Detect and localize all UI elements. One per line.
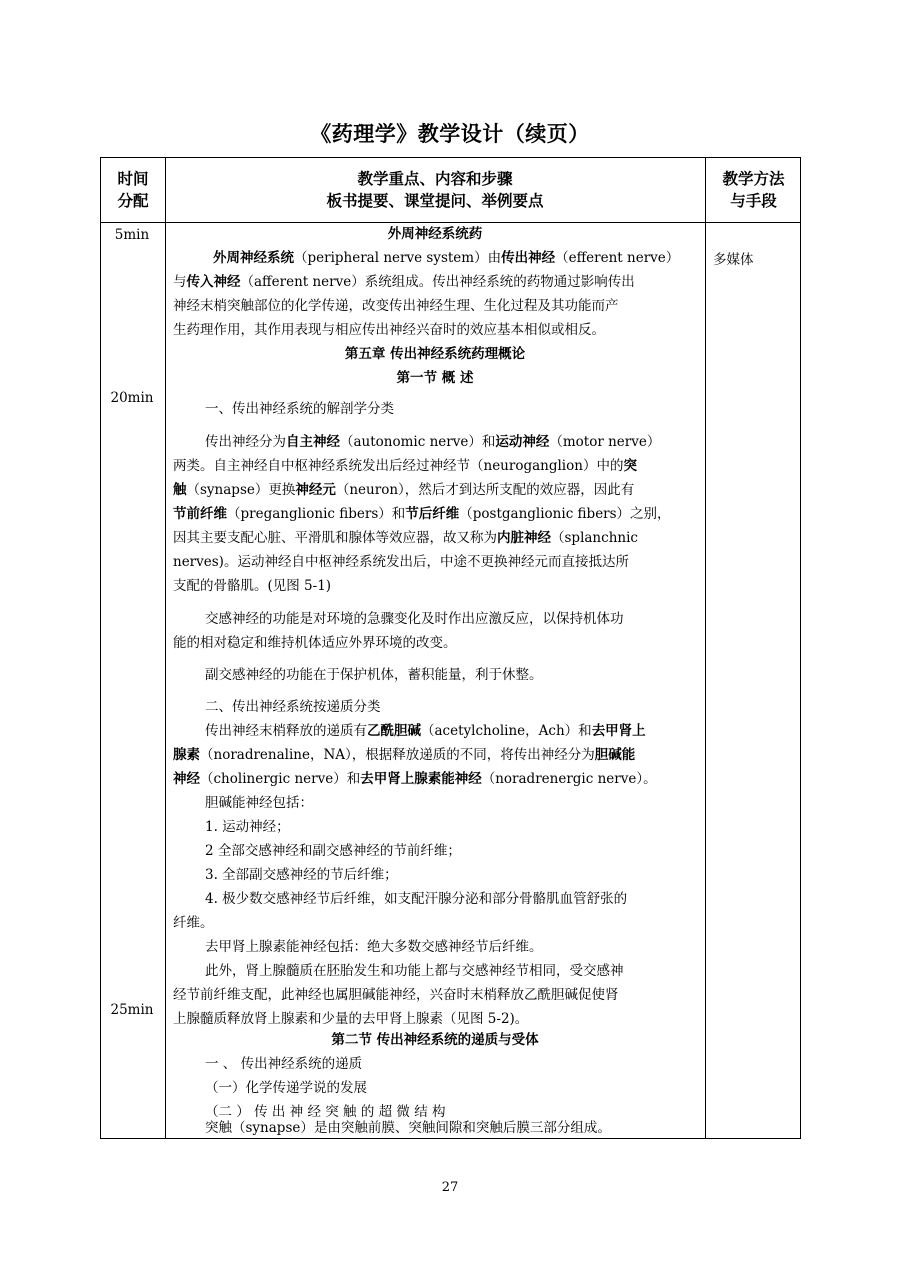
section-heading: 外周神经系统药 xyxy=(387,226,483,242)
subheading: 一、传出神经系统的解剖学分类 xyxy=(205,401,394,417)
list-item: 4. 极少数交感神经节后纤维，如支配汗腺分泌和部分骨骼肌血管舒张的 xyxy=(205,891,628,907)
bold-term: 胆碱能 xyxy=(594,747,636,763)
bold-term: 触 xyxy=(173,482,187,498)
text-span: （splanchnic xyxy=(551,530,638,546)
paragraph-line: nerves)。运动神经自中枢神经系统发出后，中途不更换神经元而直接抵达所 xyxy=(173,554,629,570)
paragraph-line: 支配的骨骼肌。(见图 5-1) xyxy=(173,578,332,594)
paragraph-line xyxy=(173,502,697,526)
paragraph-line xyxy=(173,767,697,791)
subheading: 二、传出神经系统按递质分类 xyxy=(205,699,381,715)
text-span: （efferent nerve） xyxy=(555,250,680,266)
bold-term: 自主神经 xyxy=(286,434,340,450)
column-divider xyxy=(705,158,706,1138)
paragraph-line xyxy=(173,430,697,454)
paragraph-line xyxy=(173,246,697,270)
list-item: 1. 运动神经； xyxy=(205,819,290,835)
bold-term: 突 xyxy=(623,458,637,474)
paragraph-line: 经节前纤维支配，此神经也属胆碱能神经，兴奋时末梢释放乙酰胆碱促使肾 xyxy=(173,987,619,1003)
paragraph-line xyxy=(173,270,697,294)
paragraph-line xyxy=(173,478,697,502)
bold-term: 去甲肾上 xyxy=(591,723,646,739)
bold-term: 外周神经系统 xyxy=(213,250,294,266)
list-item: 2 全部交感神经和副交感神经的节前纤维； xyxy=(205,843,461,859)
section-heading: 第一节 概 述 xyxy=(396,370,474,386)
bold-term: 腺素 xyxy=(173,747,200,763)
header-content xyxy=(165,158,705,222)
paragraph-line: 能的相对稳定和维持机体适应外界环境的改变。 xyxy=(173,635,457,651)
header-text: 板书提要、课堂提问、举例要点 xyxy=(326,192,544,210)
bold-term: 神经元 xyxy=(295,482,336,498)
header-text: 教学方法 xyxy=(722,170,785,188)
paragraph-line: 突触（synapse）是由突触前膜、突触间隙和突触后膜三部分组成。 xyxy=(205,1120,611,1136)
bold-term: 内脏神经 xyxy=(497,530,551,546)
column-divider xyxy=(165,158,166,1138)
section-heading: 第二节 传出神经系统的递质与受体 xyxy=(331,1032,539,1048)
method-cell: 多媒体 xyxy=(713,252,754,268)
text-span: （acetylcholine，Ach）和 xyxy=(421,723,592,739)
bold-term: 传入神经 xyxy=(186,274,241,290)
paragraph-line: 副交感神经的功能在于保护机体，蓄积能量，利于休整。 xyxy=(205,667,543,683)
text-span: （noradrenergic nerve）。 xyxy=(481,771,657,787)
header-text: 分配 xyxy=(117,192,149,210)
paragraph-line xyxy=(173,526,697,550)
paragraph-line: 神经末梢突触部位的化学传递，改变传出神经生理、生化过程及其功能而产 xyxy=(173,298,619,314)
subheading: （二 ） 传 出 神 经 突 触 的 超 微 结 构 xyxy=(205,1104,446,1120)
bold-term: 传出神经 xyxy=(501,250,556,266)
paragraph-line xyxy=(173,743,697,767)
text-span: （afferent nerve）系统组成。传出神经系统的药物通过影响传出 xyxy=(240,274,635,290)
list-item: 纤维。 xyxy=(173,915,214,931)
text-span: （autonomic nerve）和 xyxy=(340,434,496,450)
text-span: （postganglionic fibers）之别， xyxy=(459,506,671,522)
paragraph-line: 此外，肾上腺髓质在胚胎发生和功能上都与交感神经节相同，受交感神 xyxy=(205,963,624,979)
header-text: 与手段 xyxy=(730,192,777,210)
page-title: 《药理学》教学设计（续页） xyxy=(310,122,590,146)
text-span: （cholinergic nerve）和 xyxy=(200,771,361,787)
bold-term: 节前纤维 xyxy=(173,506,227,522)
header-text: 教学重点、内容和步骤 xyxy=(357,170,513,188)
text-span: （neuron），然后才到达所支配的效应器，因此有 xyxy=(335,482,635,498)
bold-term: 运动神经 xyxy=(495,434,550,450)
paragraph-line: 生药理作用，其作用表现与相应传出神经兴奋时的效应基本相似或相反。 xyxy=(173,322,605,338)
text-span: 与 xyxy=(173,274,187,290)
header-time-allocation xyxy=(101,158,165,222)
text-span: 传出神经末梢释放的递质有 xyxy=(205,723,367,739)
time-cell: 5min xyxy=(114,227,150,243)
paragraph-line xyxy=(173,719,697,743)
time-cell: 20min xyxy=(110,390,154,406)
chapter-heading: 第五章 传出神经系统药理概论 xyxy=(344,346,526,362)
text-span: 传出神经分为 xyxy=(205,434,286,450)
header-method xyxy=(705,158,802,222)
bold-term: 节后纤维 xyxy=(405,506,460,522)
paragraph-line xyxy=(173,454,697,478)
page-number: 27 xyxy=(441,1180,459,1195)
time-cell: 25min xyxy=(110,1002,154,1018)
bold-term: 乙酰胆碱 xyxy=(367,723,421,739)
bold-term: 去甲肾上腺素能神经 xyxy=(360,771,482,787)
text-span: （synapse）更换 xyxy=(186,482,296,498)
subheading: （一）化学传递学说的发展 xyxy=(205,1080,367,1096)
bold-term: 神经 xyxy=(173,771,200,787)
text-span: 两类。自主神经自中枢神经系统发出后经过神经节（neuroganglion）中的 xyxy=(173,458,624,474)
paragraph-line: 交感神经的功能是对环境的急骤变化及时作出应激反应，以保持机体功 xyxy=(205,611,624,627)
text-span: （preganglionic fibers）和 xyxy=(227,506,406,522)
subheading: 一 、 传出神经系统的递质 xyxy=(205,1056,363,1072)
paragraph-line: 去甲肾上腺素能神经包括：绝大多数交感神经节后纤维。 xyxy=(205,939,543,955)
text-span: （peripheral nerve system）由 xyxy=(294,250,502,266)
paragraph-line: 上腺髓质释放肾上腺素和少量的去甲肾上腺素（见图 5-2)。 xyxy=(173,1011,529,1027)
text-span: （noradrenaline，NA），根据释放递质的不同，将传出神经分为 xyxy=(200,747,595,763)
header-text: 时间 xyxy=(117,170,149,188)
list-item: 3. 全部副交感神经的节后纤维； xyxy=(205,867,398,883)
paragraph-line: 胆碱能神经包括： xyxy=(205,795,313,811)
text-span: 因其主要支配心脏、平滑肌和腺体等效应器，故又称为 xyxy=(173,530,497,546)
text-span: （motor nerve） xyxy=(549,434,661,450)
